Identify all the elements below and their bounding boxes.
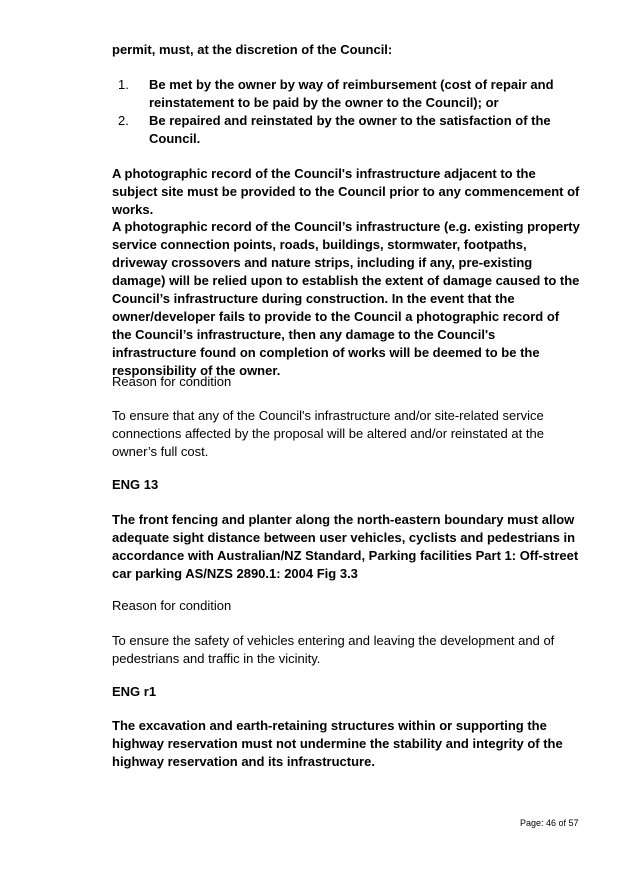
heading-eng-r1: ENG r1 [112, 684, 157, 699]
list-number: 1. [118, 77, 129, 92]
page-number: Page: 46 of 57 [520, 818, 579, 828]
list-number: 2. [118, 113, 129, 128]
eng-r1-paragraph: The excavation and earth-retaining structures within or supporting the highway reservation must not undermine the stability and integrity of the highway reservation and its infrastructure. [112, 718, 563, 769]
intro-text: permit, must, at the discretion of the Council: [112, 42, 393, 57]
reason-text-2: To ensure the safety of vehicles entering and leaving the development and of pedestrians and traffic in the vicinity. [112, 633, 555, 666]
photo-record-paragraph-2: A photographic record of the Council’s infrastructure (e.g. existing property service connection points, roads, buildings, stormwater, footpaths, driveway crossovers and nature strips, including if any, pre-existing damage) will be relied upon to establish the extent of damage caused to the Council’s infrastructure during construction. In the event that the owner/developer fails to provide to the Council a photographic record of the Council’s infrastructure, then any damage to the Council's infrastructure found on completion of works will be deemed to be the responsibility of the owner. [112, 219, 580, 378]
list-text: Be met by the owner by way of reimbursement (cost of repair and reinstatement to be paid by the owner to the Council); or [149, 77, 554, 110]
photo-record-paragraph-1: A photographic record of the Council's infrastructure adjacent to the subject site must be provided to the Council prior to any commencement of works. [112, 166, 580, 217]
heading-eng-13: ENG 13 [112, 477, 159, 492]
reason-label-1: Reason for condition [112, 374, 232, 389]
eng-13-paragraph: The front fencing and planter along the north-eastern boundary must allow adequate sight distance between user vehicles, cyclists and pedestrians in accordance with Australian/NZ Standard, Parking facilities Part 1: Off-street car parking AS/NZS 2890.1: 2004 Fig 3.3 [112, 512, 579, 581]
list-text: Be repaired and reinstated by the owner to the satisfaction of the Council. [149, 113, 551, 146]
reason-text-1: To ensure that any of the Council's infrastructure and/or site-related service connections affected by the proposal will be altered and/or reinstated at the owner’s full cost. [112, 408, 544, 459]
reason-label-2: Reason for condition [112, 598, 232, 613]
